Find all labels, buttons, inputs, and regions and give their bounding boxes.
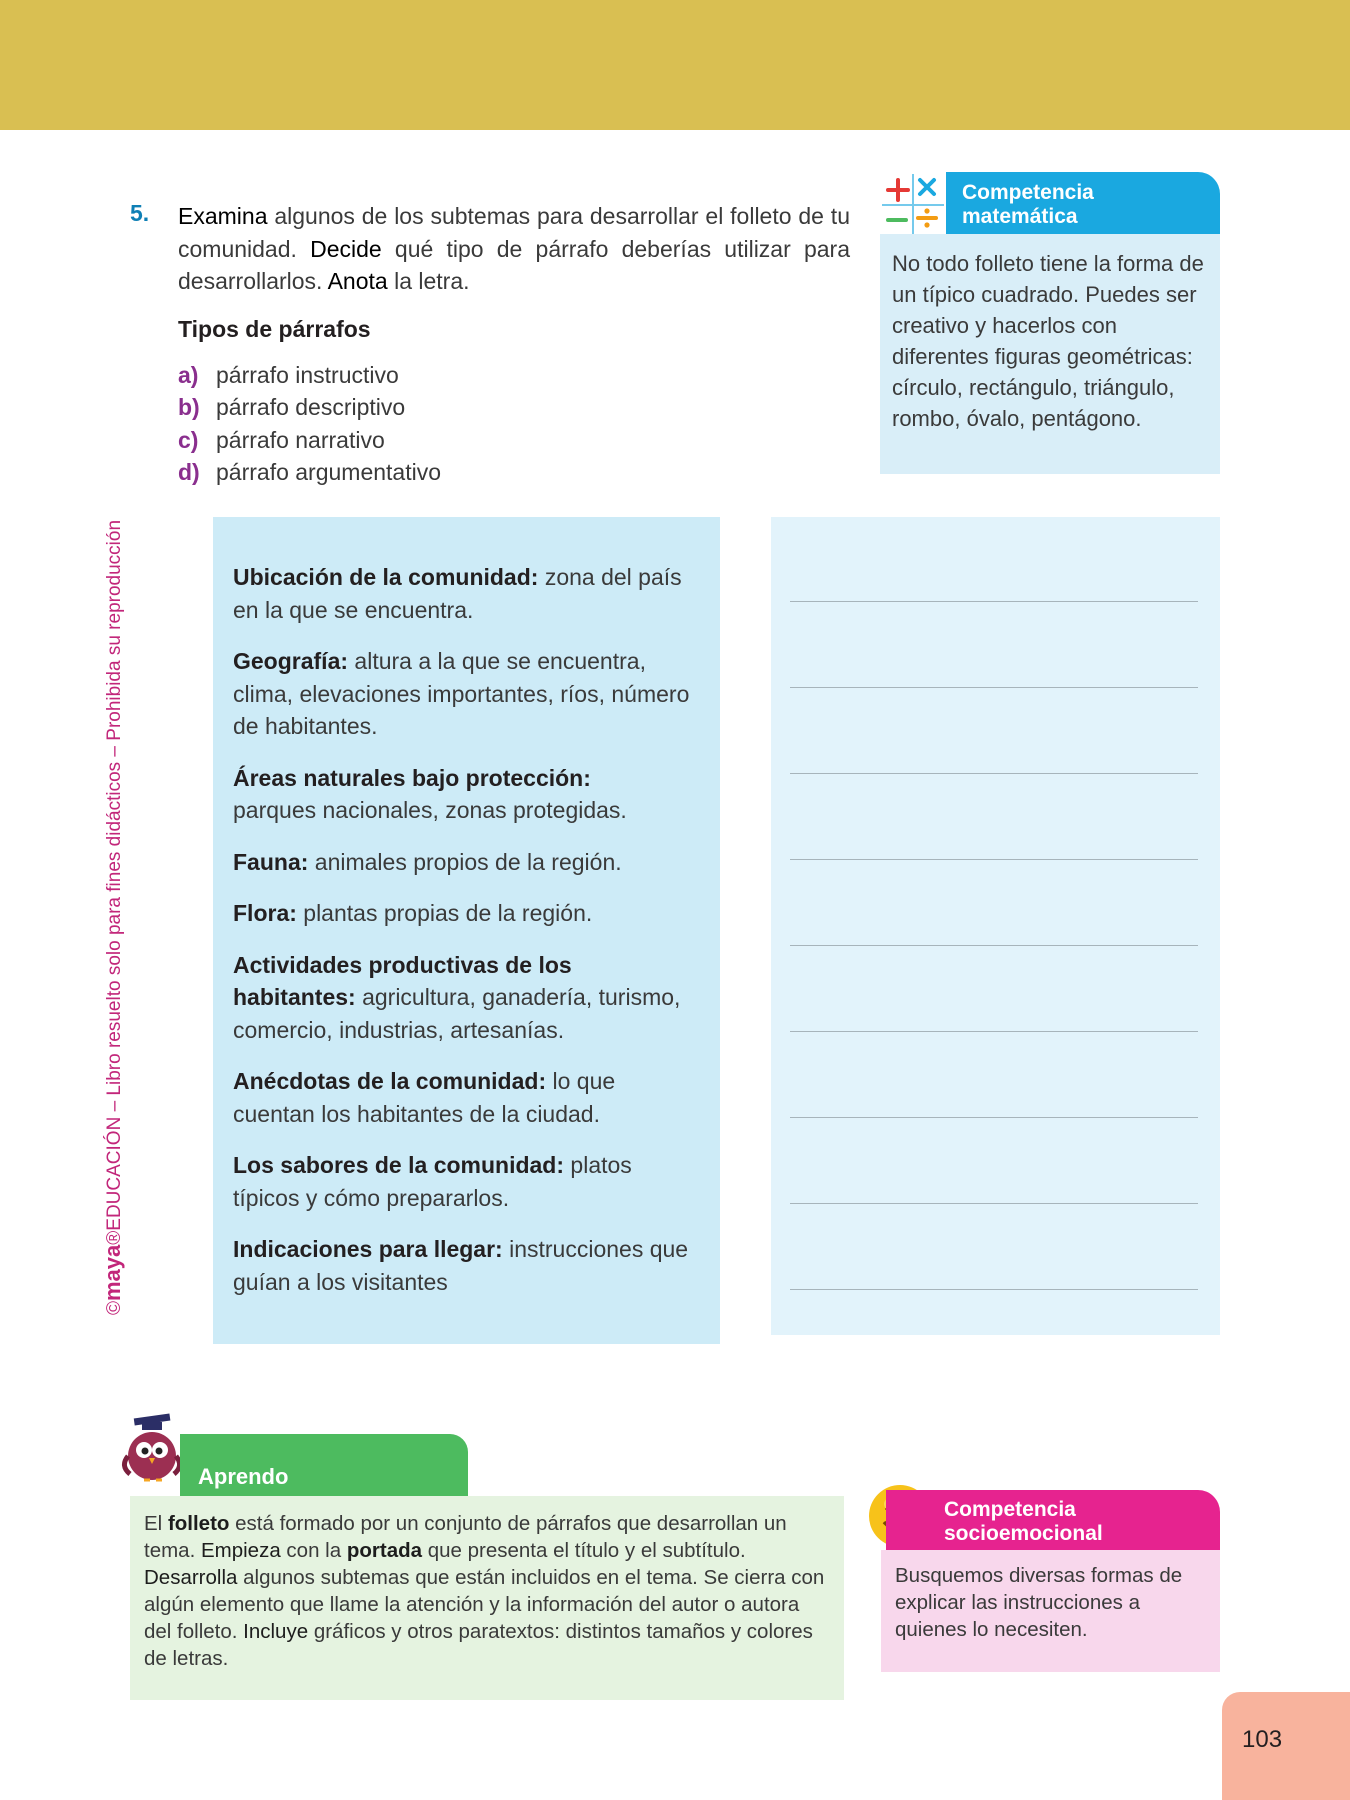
subtopic-text: platos típicos y cómo prepararlos.: [233, 1152, 632, 1211]
competencia-title-line2: socioemocional: [944, 1522, 1103, 1545]
copyright-symbol: ©: [104, 1301, 125, 1315]
subtopic-key: Los sabores de la comunidad:: [233, 1152, 565, 1178]
competencia-title-line1: Competencia: [962, 181, 1094, 204]
answer-line[interactable]: [790, 1203, 1198, 1204]
subtopic-text: instrucciones que guían a los visitantes: [233, 1236, 689, 1295]
answer-line[interactable]: [790, 1117, 1198, 1118]
exercise-instructions: [178, 200, 850, 298]
subtopics-panel: [213, 517, 720, 1344]
type-letter: b): [178, 394, 200, 420]
paragraph-types-list: [178, 359, 850, 489]
subtopic-item: [233, 949, 700, 1047]
brand-name: maya: [100, 1244, 125, 1301]
aprendo-verb: Empieza: [200, 1539, 281, 1562]
subtopic-item: [233, 1149, 700, 1214]
exercise-5: [130, 200, 850, 489]
owl-mascot-icon: [118, 1410, 188, 1482]
subtopic-item: [233, 762, 700, 827]
aprendo-text: que presenta el título y el subtítulo.: [422, 1539, 746, 1562]
answer-line[interactable]: [790, 1289, 1198, 1290]
aprendo-text: con la: [280, 1539, 347, 1562]
aprendo-text: El: [144, 1512, 168, 1535]
subtopic-text: altura a la que se encuentra, clima, elevaciones importantes, ríos, número de habitantes.: [233, 648, 690, 739]
competencia-socioemocional-header: [886, 1490, 1220, 1550]
answer-line[interactable]: [790, 601, 1198, 602]
aprendo-body: [130, 1496, 844, 1700]
page-number: 103: [1222, 1692, 1350, 1800]
competencia-socioemocional-box: [866, 1482, 1220, 1672]
subtopic-key: Indicaciones para llegar:: [233, 1236, 503, 1262]
subtopic-item: [233, 1233, 700, 1298]
subtopic-item: [233, 1065, 700, 1130]
competencia-matematica-box: [880, 172, 1220, 474]
competencia-title-line2: matemática: [962, 205, 1078, 228]
subtopic-item: [233, 561, 700, 626]
subtopic-text: parques nacionales, zonas protegidas.: [233, 797, 627, 823]
aprendo-box: [130, 1410, 844, 1700]
aprendo-keyword: folleto: [167, 1512, 230, 1535]
answer-line[interactable]: [790, 687, 1198, 688]
copyright-side-note: [100, 455, 128, 1315]
answer-lines-panel: [771, 517, 1220, 1335]
competencia-socioemocional-body: Busquemos diversas formas de explicar las instrucciones a quienes lo necesiten.: [881, 1550, 1220, 1672]
instruction-text-1: algunos de los subtemas para desarrollar el folleto de tu comunidad.: [178, 203, 850, 262]
registered-symbol: ®: [104, 1230, 125, 1245]
competencia-matematica-header: [946, 172, 1220, 234]
instruction-text-2: qué tipo de párrafo deberías utilizar para desarrollarlos.: [178, 235, 850, 294]
subtopic-text: animales propios de la región.: [308, 848, 622, 875]
instruction-text-3: la letra.: [387, 268, 470, 294]
subtopic-text: agricultura, ganadería, turismo, comercio, industrias, artesanías.: [233, 984, 681, 1043]
copyright-text: EDUCACIÓN – Libro resuelto solo para fines didácticos – Prohibida su reproducción: [104, 519, 125, 1231]
aprendo-keyword: portada: [346, 1539, 423, 1562]
aprendo-verb: Incluye: [243, 1620, 309, 1643]
math-operations-icon: [880, 172, 952, 240]
paragraph-type-item: [178, 424, 850, 457]
competencia-matematica-body: No todo folleto tiene la forma de un típico cuadrado. Puedes ser creativo y hacerlos con diferentes figuras geométricas: círculo, rectángulo, triángulo, rombo, óvalo, pentágono.: [880, 234, 1220, 474]
subtopic-key: Geografía:: [233, 648, 349, 674]
answer-line[interactable]: [790, 859, 1198, 860]
subtopic-key: Ubicación de la comunidad:: [233, 564, 539, 590]
subtopic-text: zona del país en la que se encuentra.: [233, 564, 682, 623]
aprendo-title: Aprendo: [180, 1434, 468, 1496]
answer-line[interactable]: [790, 1031, 1198, 1032]
subtopic-key: Fauna:: [233, 848, 309, 875]
top-color-band: [0, 0, 1350, 130]
type-letter: c): [178, 426, 199, 453]
subtopic-key: Actividades productivas de los habitantes:: [233, 951, 572, 1010]
subtopic-item: [233, 897, 700, 930]
subtopic-key: Anécdotas de la comunidad:: [233, 1068, 547, 1094]
type-letter: d): [178, 459, 200, 485]
paragraph-types-title: Tipos de párrafos: [178, 315, 371, 342]
answer-line[interactable]: [790, 945, 1198, 946]
type-text: párrafo argumentativo: [216, 459, 442, 485]
instruction-verb-examina: Examina: [178, 203, 268, 229]
paragraph-type-item: [178, 391, 850, 424]
type-text: párrafo descriptivo: [216, 394, 406, 420]
type-text: párrafo narrativo: [216, 426, 385, 453]
paragraph-type-item: [178, 359, 850, 392]
aprendo-text: está formado por un conjunto de párrafos que desarrollan un tema.: [144, 1512, 787, 1562]
type-letter: a): [178, 361, 199, 388]
paragraph-type-item: [178, 456, 850, 489]
instruction-verb-decide: Decide: [310, 235, 382, 262]
aprendo-verb: Desarrolla: [144, 1566, 238, 1589]
subtopic-item: [233, 846, 700, 879]
exercise-number: 5.: [130, 200, 150, 226]
type-text: párrafo instructivo: [216, 361, 399, 388]
answer-line[interactable]: [790, 773, 1198, 774]
subtopic-key: Flora:: [233, 900, 297, 926]
competencia-title-line1: Competencia: [944, 1498, 1076, 1521]
subtopic-text: lo que cuentan los habitantes de la ciudad.: [233, 1068, 616, 1127]
aprendo-text: gráficos y otros paratextos: distintos tamaños y colores de letras.: [144, 1620, 813, 1670]
instruction-verb-anota: Anota: [327, 268, 388, 294]
subtopic-item: [233, 645, 700, 743]
subtopic-text: plantas propias de la región.: [296, 900, 593, 926]
aprendo-text: algunos subtemas que están incluidos en el tema. Se cierra con algún elemento que llame la atención y la información del autor o autora del folleto.: [144, 1566, 825, 1643]
subtopic-key: Áreas naturales bajo protección:: [233, 764, 591, 791]
